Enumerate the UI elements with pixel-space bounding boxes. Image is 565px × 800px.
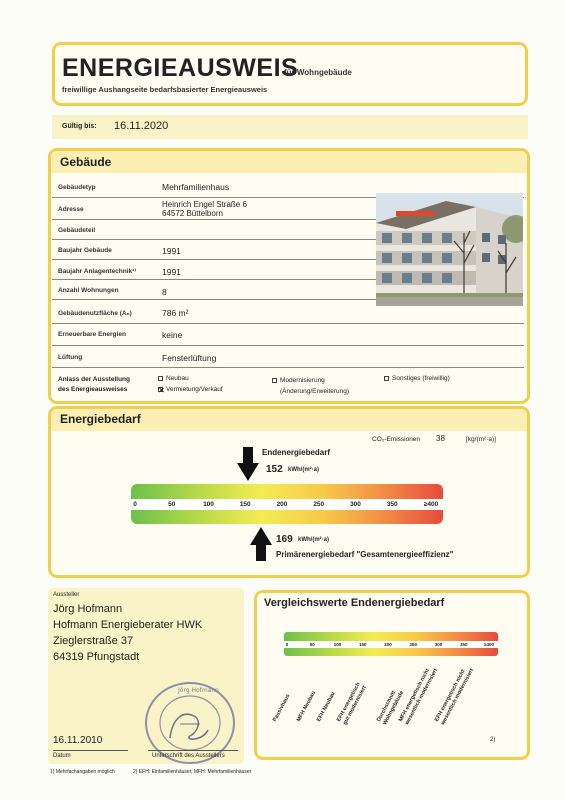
footnote-1: 1) Mehrfachangaben möglich (50, 769, 115, 775)
issuer-label: Aussteller (53, 592, 80, 598)
row-label: Anzahl Wohnungen (58, 287, 119, 294)
co2-label: CO₂-Emissionen (372, 436, 421, 443)
comparison-reference-label: EFH Neubau (316, 691, 337, 723)
comparison-tick-label: 150 (358, 642, 367, 647)
date-line (53, 750, 128, 751)
primary-energy-unit: kWh/(m²·a) (298, 537, 329, 543)
scale-tick-label: 50 (168, 501, 176, 508)
row-label: Gebäudeteil (58, 227, 96, 234)
row-value: 1991 (162, 267, 181, 277)
comparison-reference-label: Durchschnitt Wohngebäude (376, 689, 406, 727)
reason-neubau-label: Neubau (166, 375, 189, 382)
valid-label: Gültig bis: (62, 123, 97, 130)
row-label: Adresse (58, 206, 84, 213)
reason-vermietung-label: Vermietung/Verkauf (166, 386, 223, 393)
end-energy-value: 152 (266, 464, 283, 475)
row-value: Mehrfamilienhaus (162, 182, 230, 192)
building-photo (376, 193, 523, 306)
row-label: Baujahr Gebäude (58, 247, 112, 254)
row-value: 8 (162, 287, 167, 297)
co2-unit: [kg/(m²·a)] (466, 436, 496, 443)
comparison-tick-label: 0 (285, 642, 289, 647)
date-label: Datum (53, 753, 71, 759)
row-label: Gebäudetyp (58, 184, 96, 191)
primary-energy-label: Primärenergiebedarf "Gesamtenergieeffizienz" (276, 550, 454, 559)
energy-scale-ticks (131, 500, 443, 510)
row-label: Erneuerbare Energien (58, 331, 126, 338)
row-value: 1991 (162, 246, 181, 256)
reason-label (58, 375, 130, 395)
arrow-down-icon (237, 447, 259, 481)
checkbox-modernisierung[interactable] (272, 378, 277, 383)
row-value: Fensterlüftung (162, 353, 217, 363)
issue-date: 16.11.2010 (53, 735, 103, 746)
scale-tick-label: 250 (313, 501, 325, 508)
comparison-reference-label: EFH energetisch nicht wesentlich modernisiert (434, 667, 476, 727)
reason-vermietung[interactable] (158, 386, 223, 393)
issuer-company: Hofmann Energieberater HWK (53, 619, 203, 631)
co2-value: 38 (436, 434, 445, 443)
comparison-tick-label: 250 (409, 642, 418, 647)
signature-line (148, 750, 238, 751)
comparison-tick-label: 200 (384, 642, 392, 647)
reason-sonstiges-label: Sonstiges (freiwillig) (392, 375, 450, 382)
scale-tick-label: 150 (239, 501, 251, 508)
reason-modernisierung-label: Modernisierung (280, 377, 325, 384)
row-label: Gebäudenutzfläche (Aₙ) (58, 310, 132, 317)
reason-neubau[interactable] (158, 375, 189, 382)
checkbox-neubau[interactable] (158, 376, 163, 381)
comparison-reference-label: Passivhaus (272, 693, 292, 723)
row-value: Heinrich Engel Straße 6 (162, 200, 247, 209)
comparison-box (254, 590, 530, 760)
row-label: Lüftung (58, 354, 83, 361)
reason-sonstiges[interactable] (384, 375, 450, 382)
energy-section-title: Energiebedarf (60, 412, 141, 426)
signature-label: Unterschrift des Ausstellers (152, 753, 225, 759)
primary-energy-value: 169 (276, 534, 293, 545)
comparison-scale-ticks (284, 642, 498, 648)
checkbox-sonstiges[interactable] (384, 376, 389, 381)
footnote-2: 2) EFH: Einfamilienhäuser, MFH: Mehrfamilienhäuser (133, 769, 252, 775)
page-subtitle: freiwillige Aushangseite bedarfsbasierter Energieausweis (62, 85, 268, 94)
scale-tick-label: 350 (386, 501, 398, 508)
end-energy-label: Endenergiebedarf (262, 448, 331, 457)
comparison-title: Vergleichswerte Endenergiebedarf (264, 597, 445, 609)
row-baujahr-anlagentechnik (52, 260, 378, 280)
row-gebaeudeteil (52, 220, 378, 240)
scale-tick-label: ≥400 (423, 501, 439, 508)
reason-label-line-2: des Energieausweises (58, 386, 128, 393)
issuer-name: Jörg Hofmann (53, 603, 123, 615)
row-lueftung (52, 346, 524, 368)
stamp-text: Jörg Hofmann (178, 687, 219, 694)
row-adresse (52, 198, 378, 220)
row-baujahr-gebaeude (52, 240, 378, 260)
building-section-title: Gebäude (60, 155, 112, 169)
comparison-tick-label: 350 (459, 642, 468, 647)
row-value-2: 64572 Büttelborn (162, 209, 223, 218)
checkbox-vermietung[interactable] (158, 387, 163, 392)
comparison-reference-label: EFH energetisch gut modernisiert (336, 681, 368, 727)
scale-tick-label: 300 (350, 501, 361, 508)
page-title: ENERGIEAUSWEIS (62, 54, 299, 82)
comparison-footnote-mark: 2) (490, 737, 496, 743)
comparison-reference-label: MFH energetisch nicht wesentlich modernisiert (398, 667, 440, 727)
comparison-tick-label: 50 (309, 642, 315, 647)
row-value: 786 m² (162, 308, 189, 318)
building-header-band (51, 151, 527, 173)
scale-tick-label: 100 (203, 501, 214, 508)
row-anzahl-wohnungen (52, 280, 378, 300)
row-label: Baujahr Anlagentechnik¹⁾ (58, 268, 137, 275)
building-photo-graphic (376, 193, 523, 306)
end-energy-unit: kWh/(m²·a) (288, 467, 319, 473)
row-erneuerbare (52, 324, 524, 346)
reason-modernisierung[interactable] (272, 375, 349, 397)
reason-modernisierung-label-2: (Änderung/Erweiterung) (280, 388, 350, 395)
valid-value: 16.11.2020 (114, 120, 169, 132)
reason-label-line-1: Anlass der Ausstellung (58, 376, 130, 383)
comparison-reference-label: MFH Neubau (296, 690, 318, 723)
comparison-tick-label: ≥400 (484, 642, 494, 647)
row-value: keine (162, 330, 183, 340)
scale-tick-label: 0 (133, 501, 137, 508)
comparison-tick-label: 100 (333, 642, 342, 647)
arrow-up-icon (250, 527, 272, 561)
scale-tick-label: 200 (276, 501, 288, 508)
title-suffix: für Wohngebäude (284, 68, 352, 77)
comparison-tick-label: 300 (434, 642, 443, 647)
issuer-city: 64319 Pfungstadt (53, 651, 140, 663)
issuer-street: Zieglerstraße 37 (53, 635, 134, 647)
